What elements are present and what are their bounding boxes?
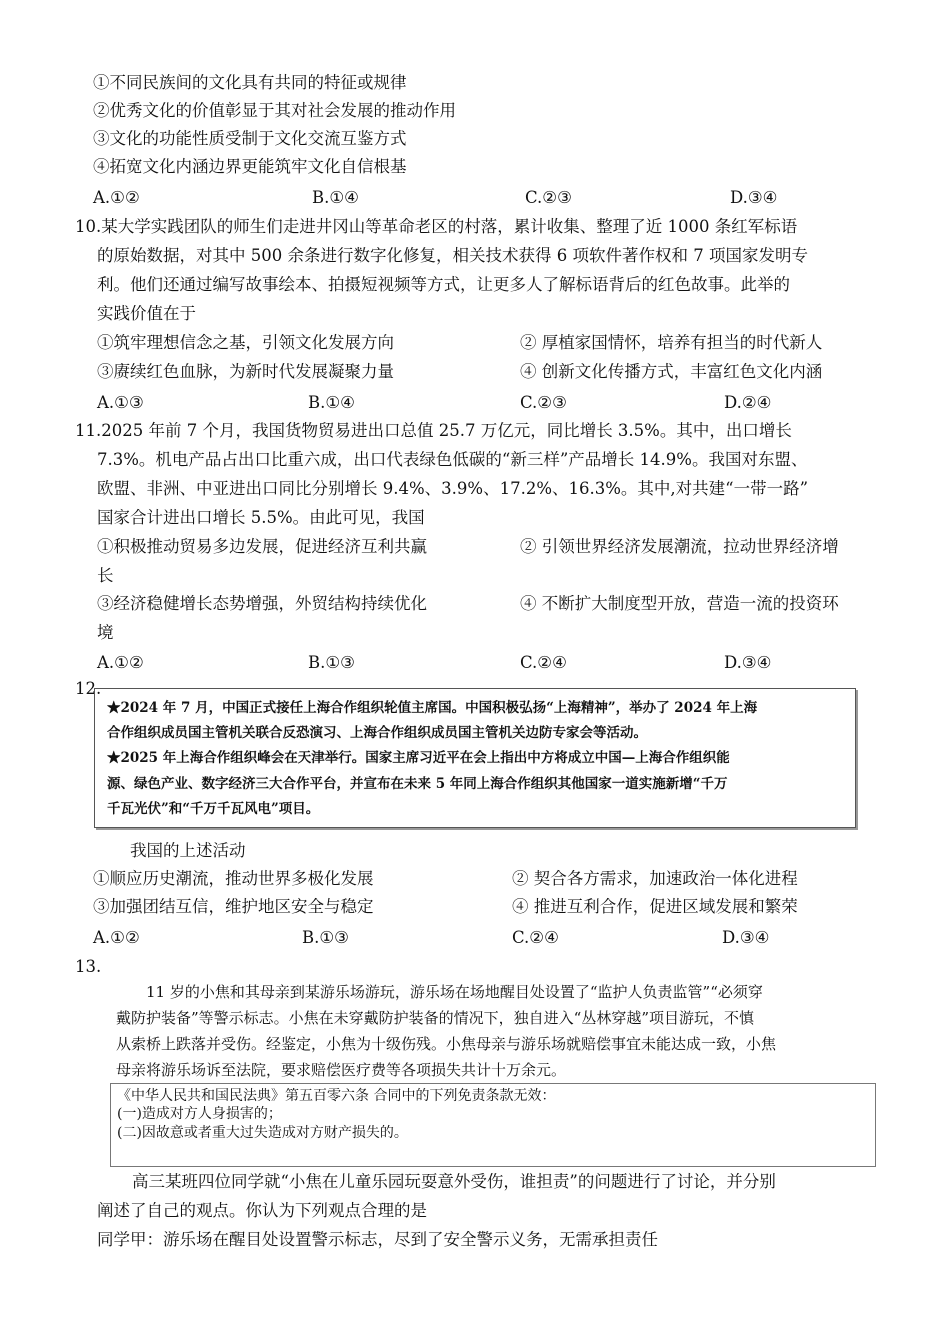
q9-item-4: ④拓宽文化内涵边界更能筑牢文化自信根基 xyxy=(93,157,407,176)
q11-option-b: B.①③ xyxy=(308,653,355,672)
q11-item-1: ①积极推动贸易多边发展，促进经济互利共赢 xyxy=(97,537,427,556)
q10-option-a: A.①③ xyxy=(97,393,144,412)
q9-option-b: B.①④ xyxy=(312,188,359,207)
q11-stem-line-2: 7.3%。机电产品占出口比重六成，出口代表绿色低碳的“新三样”产品增长 14.9%。我国对东盟、 xyxy=(97,450,808,469)
q13-law-line-2: (一)造成对方人身损害的； xyxy=(117,1106,282,1122)
q13-case-line-1: 11 岁的小焦和其母亲到某游乐场游玩，游乐场在场地醒目处设置了“监护人负责监管”“必须穿 xyxy=(146,983,763,1001)
q13-view-a: 同学甲：游乐场在醒目处设置警示标志，尽到了安全警示义务，无需承担责任 xyxy=(97,1230,658,1249)
q10-stem-line-1: 10.某大学实践团队的师生们走进井冈山等革命老区的村落，累计收集、整理了近 1000 条红军标语 xyxy=(75,217,798,236)
q12-option-b: B.①③ xyxy=(302,928,349,947)
q9-item-3: ③文化的功能性质受制于文化交流互鉴方式 xyxy=(93,129,407,148)
q9-item-1: ①不同民族间的文化具有共同的特征或规律 xyxy=(93,73,407,92)
q13-case-line-3: 从索桥上跌落并受伤。经鉴定，小焦为十级伤残。小焦母亲与游乐场就赔偿事宜未能达成一致，小焦 xyxy=(116,1035,777,1053)
q10-item-3: ③赓续红色血脉，为新时代发展凝聚力量 xyxy=(97,362,394,381)
q9-option-d: D.③④ xyxy=(730,188,778,207)
q11-item-4: ④ 不断扩大制度型开放，营造一流的投资环 xyxy=(520,594,839,613)
q11-stem-line-3: 欧盟、非洲、中亚进出口同比分别增长 9.4%、3.9%、17.2%、16.3%。其中,对共建“一带一路” xyxy=(97,479,809,498)
q12-material-box xyxy=(94,688,856,828)
q10-option-c: C.②③ xyxy=(520,393,567,412)
q11-item-4-wrap: 境 xyxy=(97,623,114,642)
q10-stem-line-3: 利。他们还通过编写故事绘本、拍摄短视频等方式，让更多人了解标语背后的红色故事。此举的 xyxy=(97,275,790,294)
q10-stem-line-2: 的原始数据，对其中 500 余条进行数字化修复，相关技术获得 6 项软件著作权和 7 项国家发明专 xyxy=(97,246,808,265)
q12-option-a: A.①② xyxy=(93,928,140,947)
q12-item-3: ③加强团结互信，维护地区安全与稳定 xyxy=(93,897,374,916)
q12-number: 12. xyxy=(75,679,102,698)
q12-box-line-3: ★2025 年上海合作组织峰会在天津举行。国家主席习近平在会上指出中方将成立中国—上海合作组织能 xyxy=(107,750,730,766)
q10-option-b: B.①④ xyxy=(308,393,355,412)
q9-option-c: C.②③ xyxy=(525,188,572,207)
q13-case-line-2: 戴防护装备”等警示标志。小焦在未穿戴防护装备的情况下，独自进入“丛林穿越”项目游玩，不慎 xyxy=(116,1009,755,1027)
q10-option-d: D.②④ xyxy=(724,393,772,412)
q13-law-box xyxy=(110,1083,876,1167)
q12-item-1: ①顺应历史潮流，推动世界多极化发展 xyxy=(93,869,374,888)
q10-item-2: ② 厚植家国情怀，培养有担当的时代新人 xyxy=(520,333,823,352)
q12-option-c: C.②④ xyxy=(512,928,559,947)
q11-option-d: D.③④ xyxy=(724,653,772,672)
q11-item-3: ③经济稳健增长态势增强，外贸结构持续优化 xyxy=(97,594,427,613)
q9-option-a: A.①② xyxy=(93,188,140,207)
q12-box-line-1: ★2024 年 7 月，中国正式接任上海合作组织轮值主席国。中国积极弘扬“上海精神”，举办了 2024 年上海 xyxy=(107,700,758,716)
q11-option-a: A.①② xyxy=(97,653,144,672)
q10-item-4: ④ 创新文化传播方式，丰富红色文化内涵 xyxy=(520,362,823,381)
q13-case-line-4: 母亲将游乐场诉至法院，要求赔偿医疗费等各项损失共计十万余元。 xyxy=(116,1061,567,1079)
q12-box-line-4: 源、绿色产业、数字经济三大合作平台，并宣布在未来 5 年同上海合作组织其他国家一道实施新增“千万 xyxy=(107,776,728,792)
q12-box-line-5: 千瓦光伏”和“千万千瓦风电”项目。 xyxy=(107,801,320,817)
q11-stem-line-4: 国家合计进出口增长 5.5%。由此可见，我国 xyxy=(97,508,425,527)
q12-box-line-2: 合作组织成员国主管机关联合反恐演习、上海合作组织成员国主管机关边防专家会等活动。 xyxy=(107,725,647,741)
q11-stem-line-1: 11.2025 年前 7 个月，我国货物贸易进出口总值 25.7 万亿元，同比增长 3.5%。其中，出口增长 xyxy=(75,421,792,440)
q11-option-c: C.②④ xyxy=(520,653,567,672)
q10-item-1: ①筑牢理想信念之基，引领文化发展方向 xyxy=(97,333,394,352)
q11-item-2-wrap: 长 xyxy=(97,566,114,585)
q13-stem-line-2: 阐述了自己的观点。你认为下列观点合理的是 xyxy=(97,1201,427,1220)
q11-item-2: ② 引领世界经济发展潮流，拉动世界经济增 xyxy=(520,537,839,556)
q13-law-line-3: (二)因故意或者重大过失造成对方财产损失的。 xyxy=(117,1125,408,1141)
q9-item-2: ②优秀文化的价值彰显于其对社会发展的推动作用 xyxy=(93,101,456,120)
q13-number: 13. xyxy=(75,957,102,976)
q13-law-line-1: 《中华人民共和国民法典》第五百零六条 合同中的下列免责条款无效： xyxy=(117,1088,556,1104)
q12-stem: 我国的上述活动 xyxy=(130,841,246,860)
q10-stem-line-4: 实践价值在于 xyxy=(97,304,196,323)
q12-item-4: ④ 推进互利合作，促进区域发展和繁荣 xyxy=(512,897,798,916)
q12-item-2: ② 契合各方需求，加速政治一体化进程 xyxy=(512,869,798,888)
q12-option-d: D.③④ xyxy=(722,928,770,947)
q13-stem-line-1: 高三某班四位同学就“小焦在儿童乐园玩耍意外受伤，谁担责”的问题进行了讨论，并分别 xyxy=(132,1172,776,1191)
